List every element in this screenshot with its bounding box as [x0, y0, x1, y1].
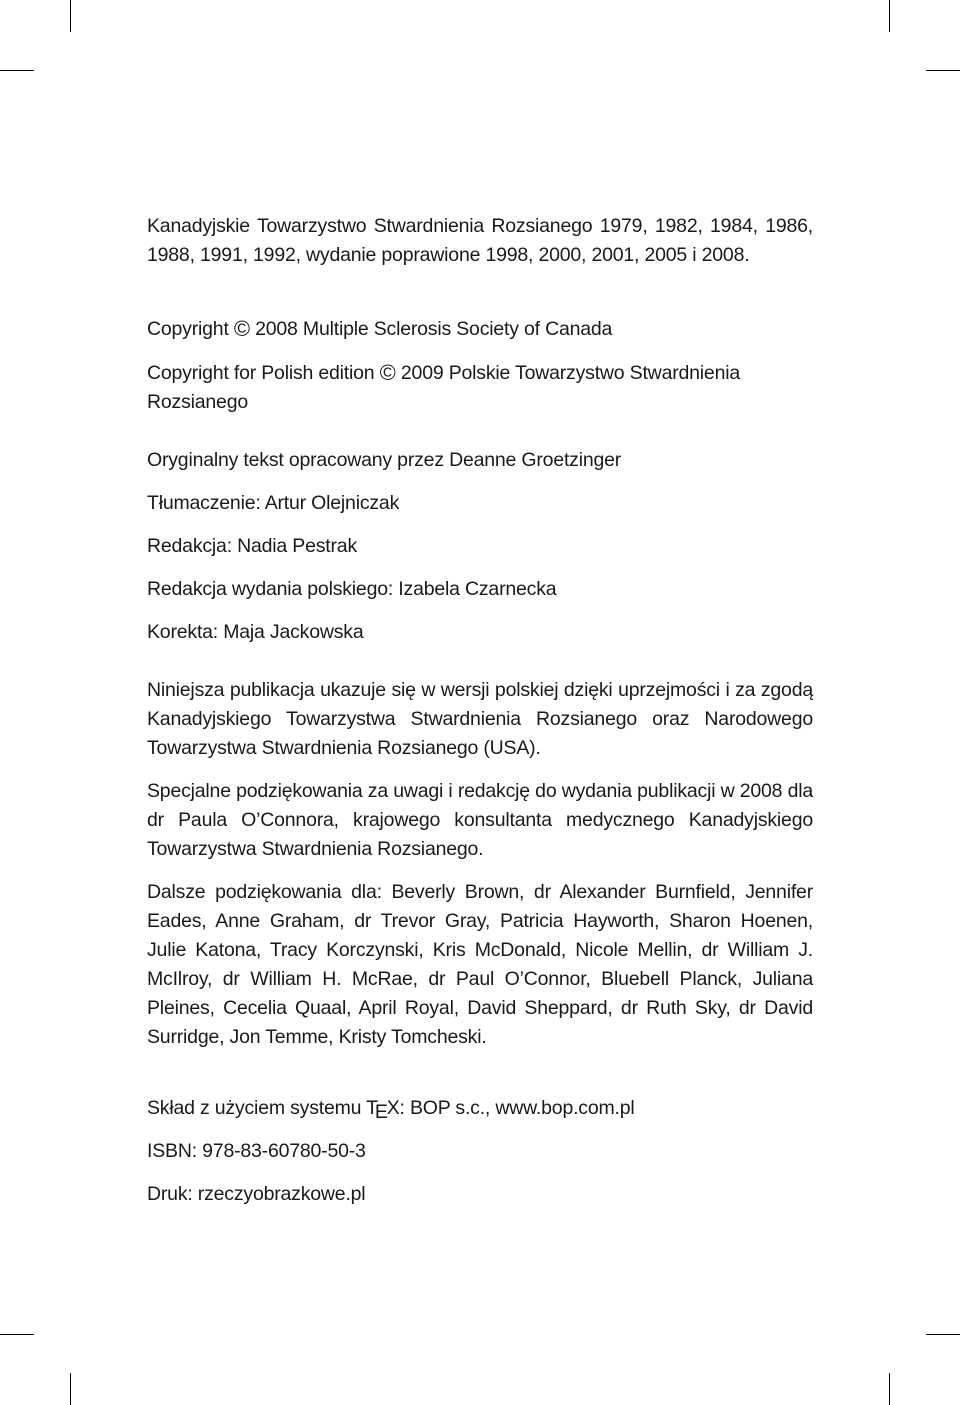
- original-text-credit: Oryginalny tekst opracowany przez Deanne Groetzinger: [147, 449, 622, 471]
- printing-credit: Druk: rzeczyobrazkowe.pl: [147, 1183, 366, 1205]
- isbn: ISBN: 978-83-60780-50-3: [147, 1140, 366, 1162]
- permission-note: Niniejsza publikacja ukazuje się w wersji polskiej dzięki uprzejmości i za zgodą Kanadyjskiego Towarzystwa Stwardnienia Rozsianego oraz Narodowego Towarzystwa Stwardnienia Rozsianego (USA).: [147, 679, 813, 759]
- typesetting-suffix: X: BOP s.c., www.bop.com.pl: [386, 1097, 635, 1119]
- further-thanks: Dalsze podziękowania dla: Beverly Brown, dr Alexander Burnfield, Jennifer Eades, Anne Graham, dr Trevor Gray, Patricia Hayworth, Sharon Hoenen, Julie Katona, Tracy Korczynski, Kris McDonald, Nicole Mellin, dr William J. McIlroy, dr William H. McRae, dr Paul O’Connor, Bluebell Planck, Juliana Pleines, Cecelia Quaal, April Royal, David Sheppard, dr Ruth Sky, dr David Surridge, Jon Temme, Kristy Tomcheski.: [147, 881, 813, 1048]
- crop-mark-top-left: [70, 0, 71, 32]
- polish-copyright-holder: 2009 Polskie Towarzystwo Stwardnienia Rozsianego: [147, 362, 740, 413]
- editing-credit: Redakcja: Nadia Pestrak: [147, 535, 358, 557]
- copyright-prefix: Copyright: [147, 318, 229, 340]
- polish-editing-credit: Redakcja wydania polskiego: Izabela Czarnecka: [147, 578, 557, 600]
- copyright-line: [147, 314, 813, 344]
- crop-mark-left-top: [0, 70, 34, 71]
- special-thanks: Specjalne podziękowania za uwagi i redakcję do wydania publikacji w 2008 dla dr Paula O’Connora, krajowego konsultanta medycznego Kanadyjskiego Towarzystwa Stwardnienia Rozsianego.: [147, 780, 813, 860]
- copyright-holder: 2008 Multiple Sclerosis Society of Canada: [255, 318, 613, 340]
- proofreading-credit: Korekta: Maja Jackowska: [147, 621, 364, 643]
- copyright-symbol: ©: [233, 316, 250, 341]
- tex-logo-e: E: [374, 1101, 388, 1123]
- crop-mark-bottom-left: [70, 1373, 71, 1405]
- translation-credit: Tłumaczenie: Artur Olejniczak: [147, 492, 400, 514]
- polish-copyright-line: [147, 358, 813, 417]
- crop-mark-left-bottom: [0, 1334, 34, 1335]
- polish-copyright-prefix: Copyright for Polish edition: [147, 362, 375, 384]
- typesetting-credit: [147, 1094, 813, 1123]
- crop-mark-top-right: [889, 0, 890, 32]
- society-editions: Kanadyjskie Towarzystwo Stwardnienia Rozsianego 1979, 1982, 1984, 1986, 1988, 1991, 1992, wydanie poprawione 1998, 2000, 2001, 2005 i 2008.: [147, 215, 813, 266]
- typesetting-prefix: Skład z użyciem systemu T: [147, 1097, 378, 1119]
- crop-mark-right-bottom: [926, 1334, 960, 1335]
- polish-copyright-symbol: ©: [379, 360, 396, 385]
- crop-mark-right-top: [926, 70, 960, 71]
- crop-mark-bottom-right: [889, 1373, 890, 1405]
